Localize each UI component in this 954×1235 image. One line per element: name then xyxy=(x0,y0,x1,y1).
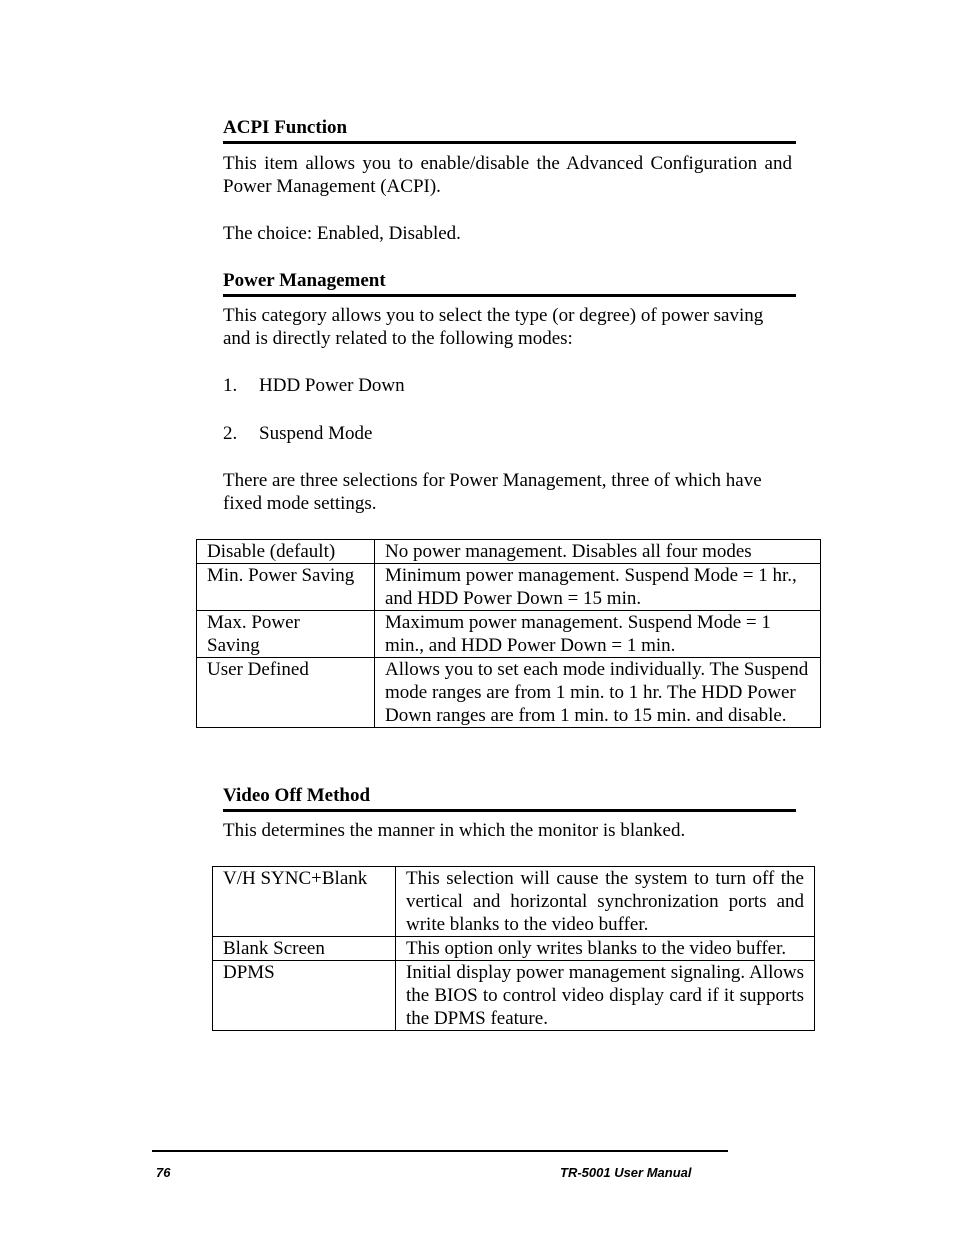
video-off-method-table xyxy=(212,866,815,1031)
list-item-hdd-power-down: HDD Power Down xyxy=(259,375,405,396)
table-row xyxy=(197,611,821,658)
table-cell-description: Maximum power management. Suspend Mode = 1 min., and HDD Power Down = 1 min. xyxy=(375,611,821,658)
table-row xyxy=(197,658,821,728)
table-row xyxy=(197,564,821,611)
list-item-number: 1. xyxy=(223,375,238,396)
table-cell-description: Minimum power management. Suspend Mode = 1 hr., and HDD Power Down = 15 min. xyxy=(375,564,821,611)
power-management-table xyxy=(196,539,821,728)
table-cell-mode: Min. Power Saving xyxy=(197,564,375,611)
heading-video-off-method: Video Off Method xyxy=(223,785,796,812)
table-cell-description: No power management. Disables all four modes xyxy=(375,540,821,564)
power-selections-text: There are three selections for Power Management, three of which have fixed mode settings. xyxy=(223,470,762,514)
table-cell-description: Allows you to set each mode individually. The Suspend mode ranges are from 1 min. to 1 hr. The HDD Power Down ranges are from 1 min. to 15 min. and disable. xyxy=(375,658,821,728)
list-item-suspend-mode: Suspend Mode xyxy=(259,423,373,444)
table-row xyxy=(213,961,815,1031)
table-cell-mode: DPMS xyxy=(213,961,396,1031)
acpi-description: This item allows you to enable/disable the Advanced Configuration and Power Management (ACPI). xyxy=(223,153,792,197)
footer-divider xyxy=(152,1150,728,1152)
table-cell-mode: Disable (default) xyxy=(197,540,375,564)
power-management-description: This category allows you to select the type (or degree) of power saving and is directly related to the following modes: xyxy=(223,305,764,349)
list-item-number: 2. xyxy=(223,423,238,444)
page-number: 76 xyxy=(156,1165,171,1180)
table-cell-mode: Max. Power Saving xyxy=(197,611,375,658)
table-row xyxy=(213,867,815,937)
table-cell-description: This option only writes blanks to the video buffer. xyxy=(396,937,815,961)
table-cell-mode: Blank Screen xyxy=(213,937,396,961)
table-cell-description: This selection will cause the system to turn off the vertical and horizontal synchronization ports and write blanks to the video buffer. xyxy=(396,867,815,937)
table-cell-mode: User Defined xyxy=(197,658,375,728)
manual-title: TR-5001 User Manual xyxy=(560,1165,692,1180)
table-row xyxy=(213,937,815,961)
heading-acpi-function: ACPI Function xyxy=(223,117,796,144)
table-cell-description: Initial display power management signaling. Allows the BIOS to control video display card if it supports the DPMS feature. xyxy=(396,961,815,1031)
video-off-description: This determines the manner in which the monitor is blanked. xyxy=(223,820,686,841)
table-cell-mode: V/H SYNC+Blank xyxy=(213,867,396,937)
table-row xyxy=(197,540,821,564)
heading-power-management: Power Management xyxy=(223,270,796,297)
acpi-choice: The choice: Enabled, Disabled. xyxy=(223,223,461,244)
